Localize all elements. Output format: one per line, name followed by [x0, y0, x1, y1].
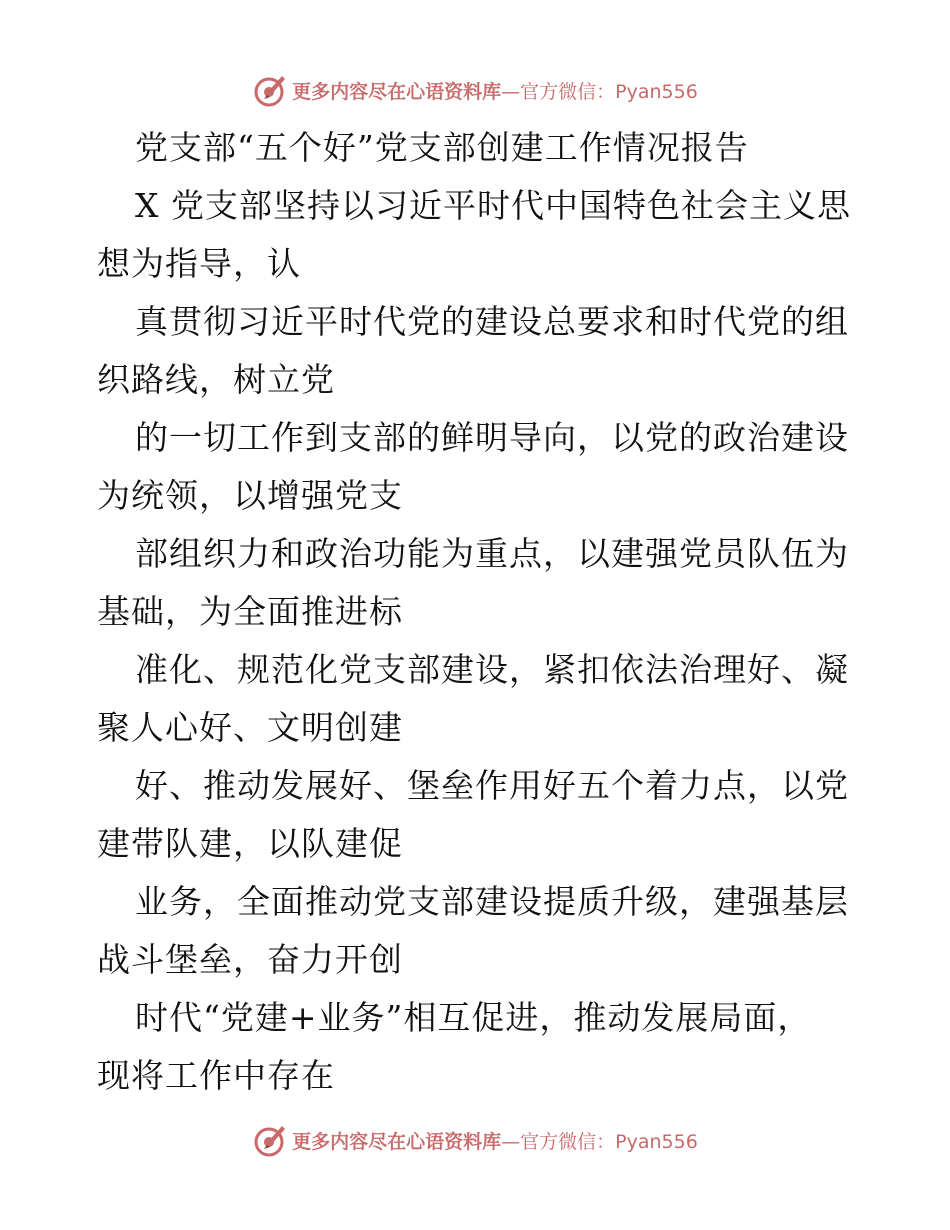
banner-main-text: 更多内容尽在心语资料库 [292, 1130, 502, 1153]
paragraph-line: X 党支部坚持以习近平时代中国特色社会主义思 [135, 186, 851, 225]
paragraph-line: 真贯彻习近平时代党的建设总要求和时代党的组 [135, 302, 849, 341]
paragraph-line: 的一切工作到支部的鲜明导向，以党的政治建设 [135, 418, 849, 457]
banner-main-text: 更多内容尽在心语资料库 [292, 80, 502, 103]
paragraph-line: 战斗堡垒，奋力开创 [97, 940, 403, 979]
paragraph-line: 业务，全面推动党支部建设提质升级，建强基层 [135, 882, 849, 921]
paragraph-line: 时代“党建+业务”相互促进，推动发展局面， [135, 998, 812, 1037]
banner-sub-text: —官方微信：Pyan556 [501, 80, 698, 103]
banner-sub-text: —官方微信：Pyan556 [501, 1130, 698, 1153]
header-banner [0, 70, 950, 110]
paragraph-line: 想为指导，认 [97, 244, 301, 283]
paragraph-line: 现将工作中存在 [97, 1056, 335, 1095]
paragraph-line: 准化、规范化党支部建设，紧扣依法治理好、凝 [135, 650, 849, 689]
document-title: 党支部“五个好”党支部创建工作情况报告 [135, 128, 749, 167]
paragraph-line: 好、推动发展好、堡垒作用好五个着力点，以党 [135, 766, 849, 805]
paragraph-line: 织路线，树立党 [97, 360, 335, 399]
document-body [97, 119, 857, 1105]
paragraph-line: 为统领，以增强党支 [97, 476, 403, 515]
quill-logo-icon [252, 1122, 288, 1158]
paragraph-line: 基础，为全面推进标 [97, 592, 403, 631]
footer-banner [0, 1120, 950, 1160]
paragraph-line: 聚人心好、文明创建 [97, 708, 403, 747]
quill-logo-icon [252, 72, 288, 108]
paragraph-line: 建带队建，以队建促 [97, 824, 403, 863]
paragraph-line: 部组织力和政治功能为重点，以建强党员队伍为 [135, 534, 849, 573]
